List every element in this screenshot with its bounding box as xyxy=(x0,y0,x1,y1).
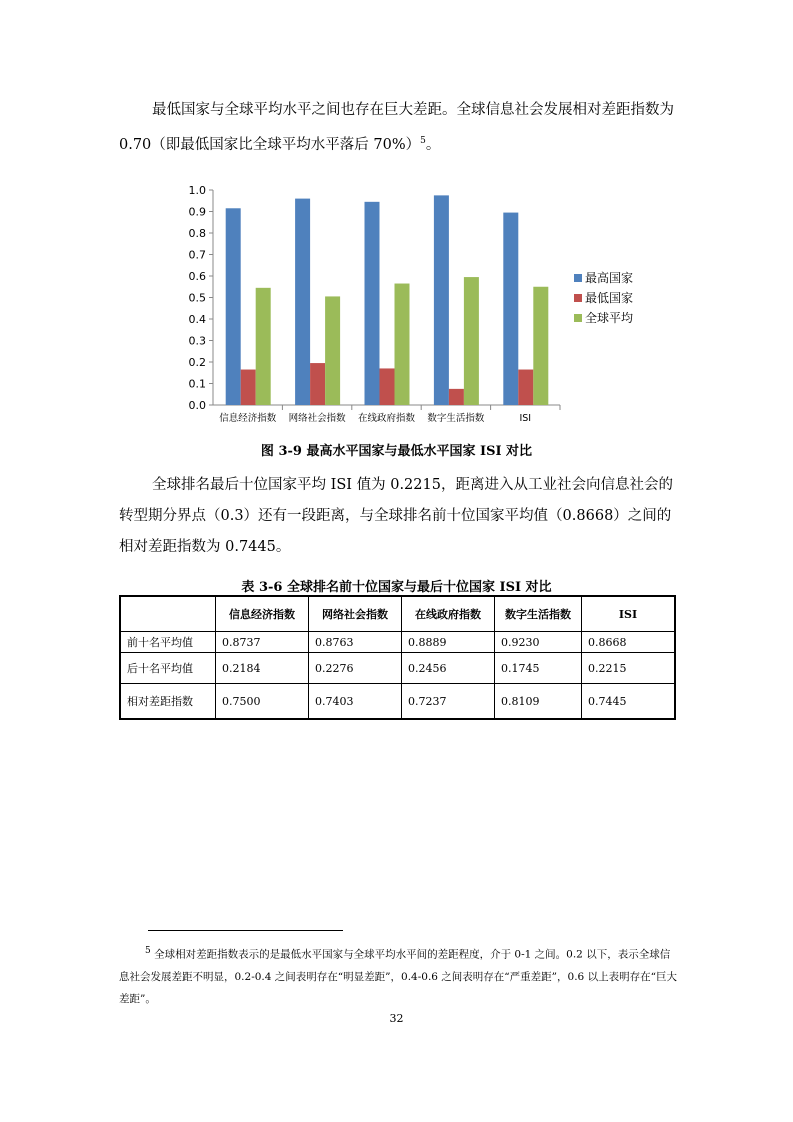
bar xyxy=(533,287,548,405)
x-tick-label: ISI xyxy=(519,413,532,424)
x-tick-label: 信息经济指数 xyxy=(219,413,277,424)
x-tick-label: 数字生活指数 xyxy=(427,413,485,424)
y-tick-label: 1.0 xyxy=(188,184,206,197)
table-cell: 0.2276 xyxy=(309,653,402,684)
table-row xyxy=(120,653,675,684)
x-tick-label: 在线政府指数 xyxy=(357,413,416,424)
table-cell: 0.7237 xyxy=(402,684,495,720)
header-cell xyxy=(120,596,216,632)
footnote-text: 全球相对差距指数表示的是最低水平国家与全球平均水平间的差距程度，介于 0-1 之间。0.2 以下，表示全球信息社会发展差距不明显，0.2-0.4 之间表明存在“明显差距”，0.4-0.6 之间表明存在“严重差距”，0.6 以上表明存在“巨大差距”。 xyxy=(119,948,677,1005)
legend-swatch xyxy=(574,294,582,302)
bar xyxy=(256,288,271,405)
footnote-ref: 5 xyxy=(420,136,426,146)
table-cell: 0.7500 xyxy=(216,684,309,720)
bar xyxy=(241,370,256,405)
bar xyxy=(503,213,518,405)
legend-label: 最低国家 xyxy=(585,291,634,305)
table-cell: 0.1745 xyxy=(495,653,582,684)
x-tick-label: 网络社会指数 xyxy=(288,413,346,424)
footnote-divider xyxy=(148,930,343,931)
figure-caption: 图 3-9 最高水平国家与最低水平国家 ISI 对比 xyxy=(260,444,533,459)
table-caption: 表 3-6 全球排名前十位国家与最后十位国家 ISI 对比 xyxy=(241,580,552,595)
bar xyxy=(295,199,310,405)
legend-swatch xyxy=(574,274,582,282)
legend-label: 全球平均 xyxy=(585,311,634,325)
bar xyxy=(365,202,380,405)
table-cell: 0.8109 xyxy=(495,684,582,720)
bar xyxy=(518,370,533,405)
y-tick-label: 0.6 xyxy=(188,270,206,283)
bar xyxy=(310,363,325,405)
header-cell: 网络社会指数 xyxy=(309,596,402,632)
header-cell: 信息经济指数 xyxy=(216,596,309,632)
y-tick-label: 0.7 xyxy=(188,248,206,262)
bar-chart xyxy=(170,178,670,430)
footnote xyxy=(119,940,679,1010)
bar xyxy=(380,368,395,405)
page-number: 32 xyxy=(389,1012,404,1025)
footnote-marker: 5 xyxy=(145,946,151,956)
bar xyxy=(325,296,340,405)
header-cell: ISI xyxy=(582,596,676,632)
y-tick-label: 0.0 xyxy=(188,399,206,412)
y-tick-label: 0.4 xyxy=(188,313,206,326)
row-label: 后十名平均值 xyxy=(120,653,216,684)
legend-label: 最高国家 xyxy=(585,271,634,285)
table-cell: 0.7445 xyxy=(582,684,676,720)
table-cell: 0.8668 xyxy=(582,632,676,653)
table-row xyxy=(120,632,675,653)
legend-swatch xyxy=(574,314,582,322)
y-tick-label: 0.8 xyxy=(188,227,206,240)
table-cell: 0.2456 xyxy=(402,653,495,684)
table-header-row xyxy=(120,596,675,632)
table-cell: 0.7403 xyxy=(309,684,402,720)
header-cell: 在线政府指数 xyxy=(402,596,495,632)
y-tick-label: 0.2 xyxy=(188,356,206,369)
comparison-table xyxy=(119,595,676,720)
y-tick-label: 0.3 xyxy=(188,334,206,348)
bar xyxy=(449,389,464,405)
bar xyxy=(226,208,241,405)
header-cell: 数字生活指数 xyxy=(495,596,582,632)
table-cell: 0.2184 xyxy=(216,653,309,684)
table-cell: 0.2215 xyxy=(582,653,676,684)
row-label: 前十名平均值 xyxy=(120,632,216,653)
table-row xyxy=(120,684,675,720)
bar xyxy=(464,277,479,405)
y-tick-label: 0.1 xyxy=(188,377,206,391)
row-label: 相对差距指数 xyxy=(120,684,216,720)
body-paragraph-1: 最低国家与全球平均水平之间也存在巨大差距。全球信息社会发展相对差距指数为 0.70（即最低国家比全球平均水平落后 70%）$^5$。 xyxy=(119,102,674,153)
table-cell: 0.8763 xyxy=(309,632,402,653)
table-cell: 0.8737 xyxy=(216,632,309,653)
table-cell: 0.9230 xyxy=(495,632,582,653)
bar xyxy=(395,284,410,405)
y-tick-label: 0.5 xyxy=(188,291,206,305)
body-paragraph-2: 全球排名最后十位国家平均 ISI 值为 0.2215，距离进入从工业社会向信息社会的转型期分界点（0.3）还有一段距离，与全球排名前十位国家平均值（0.8668）之间的相对差距指数为 0.7445。 xyxy=(119,477,673,555)
table-cell: 0.8889 xyxy=(402,632,495,653)
y-tick-label: 0.9 xyxy=(188,205,206,219)
bar xyxy=(434,195,449,405)
